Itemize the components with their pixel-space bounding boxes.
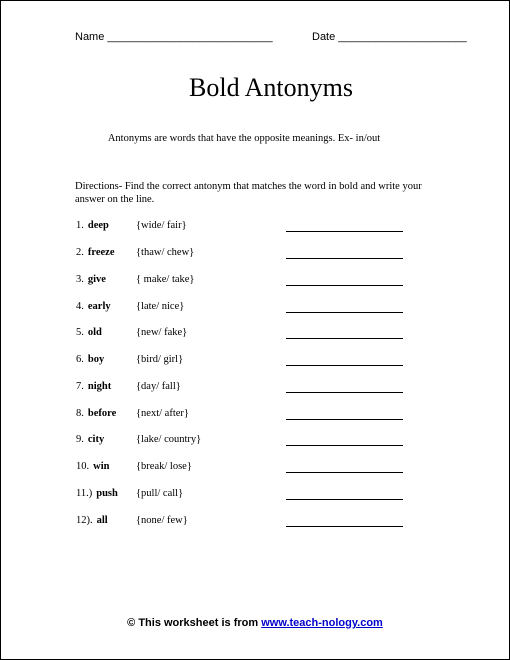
answer-line[interactable] (286, 338, 403, 339)
question-label (76, 408, 116, 419)
question-choices: {late/ nice} (136, 301, 185, 312)
question-choices: {wide/ fair} (136, 220, 187, 231)
answer-line[interactable] (286, 258, 403, 259)
answer-line[interactable] (286, 526, 403, 527)
page-title: Bold Antonyms (189, 73, 353, 102)
question-label (76, 327, 102, 338)
question-word: early (87, 301, 111, 312)
directions-text: Directions- Find the correct antonym that matches the word in bold and write your answer on the line. (75, 181, 422, 205)
question-choices: {next/ after} (136, 408, 189, 419)
question-word: all (96, 515, 108, 526)
question-choices: {lake/ country} (136, 434, 202, 445)
question-label (76, 488, 118, 499)
footer-credit (1, 617, 509, 629)
question-label (76, 274, 106, 285)
question-row (1, 274, 509, 290)
date-line: Date _____________________ (312, 31, 467, 43)
question-label (76, 381, 111, 392)
footer-link[interactable]: www.teach-nology.com (261, 617, 383, 629)
question-choices: {bird/ girl} (136, 354, 184, 365)
question-row (1, 220, 509, 236)
question-word: freeze (87, 247, 115, 258)
question-choices: {new/ fake} (136, 327, 188, 338)
question-word: old (87, 327, 102, 338)
question-choices: {day/ fall} (136, 381, 181, 392)
name-line: Name ___________________________ (75, 31, 273, 43)
question-row (1, 301, 509, 317)
question-number: 1. (76, 220, 84, 231)
question-number: 12). (76, 515, 93, 526)
question-word: deep (87, 220, 109, 231)
answer-line[interactable] (286, 419, 403, 420)
question-word: boy (87, 354, 105, 365)
question-label (76, 515, 108, 526)
question-row (1, 354, 509, 370)
question-row (1, 247, 509, 263)
question-word: before (87, 408, 117, 419)
answer-line[interactable] (286, 445, 403, 446)
question-label (76, 354, 104, 365)
question-row (1, 327, 509, 343)
answer-line[interactable] (286, 231, 403, 232)
question-number: 11.) (76, 488, 93, 499)
answer-line[interactable] (286, 472, 403, 473)
answer-line[interactable] (286, 312, 403, 313)
question-number: 2. (76, 247, 84, 258)
answer-line[interactable] (286, 499, 403, 500)
question-number: 9. (76, 434, 84, 445)
question-row (1, 515, 509, 531)
intro-text: Antonyms are words that have the opposite meanings. Ex- in/out (107, 133, 381, 144)
question-choices: {thaw/ chew} (136, 247, 195, 258)
question-choices: {break/ lose} (136, 461, 192, 472)
question-number: 5. (76, 327, 84, 338)
question-number: 6. (76, 354, 84, 365)
question-word: push (96, 488, 118, 499)
question-row (1, 434, 509, 450)
question-number: 7. (76, 381, 84, 392)
question-choices: {pull/ call} (136, 488, 184, 499)
question-word: night (87, 381, 112, 392)
question-choices: { make/ take} (136, 274, 195, 285)
question-label (76, 247, 114, 258)
question-number: 8. (76, 408, 84, 419)
question-word: give (87, 274, 106, 285)
answer-line[interactable] (286, 365, 403, 366)
answer-line[interactable] (286, 392, 403, 393)
question-word: city (87, 434, 105, 445)
question-number: 4. (76, 301, 84, 312)
question-choices: {none/ few} (136, 515, 188, 526)
question-word: win (93, 461, 110, 472)
question-label (76, 301, 111, 312)
question-row (1, 381, 509, 397)
question-row (1, 488, 509, 504)
question-label (76, 220, 109, 231)
question-label (76, 434, 104, 445)
question-number: 3. (76, 274, 84, 285)
question-row (1, 408, 509, 424)
question-number: 10. (76, 461, 90, 472)
footer-text: © This worksheet is from (127, 617, 262, 629)
answer-line[interactable] (286, 285, 403, 286)
question-row (1, 461, 509, 477)
question-label (76, 461, 109, 472)
